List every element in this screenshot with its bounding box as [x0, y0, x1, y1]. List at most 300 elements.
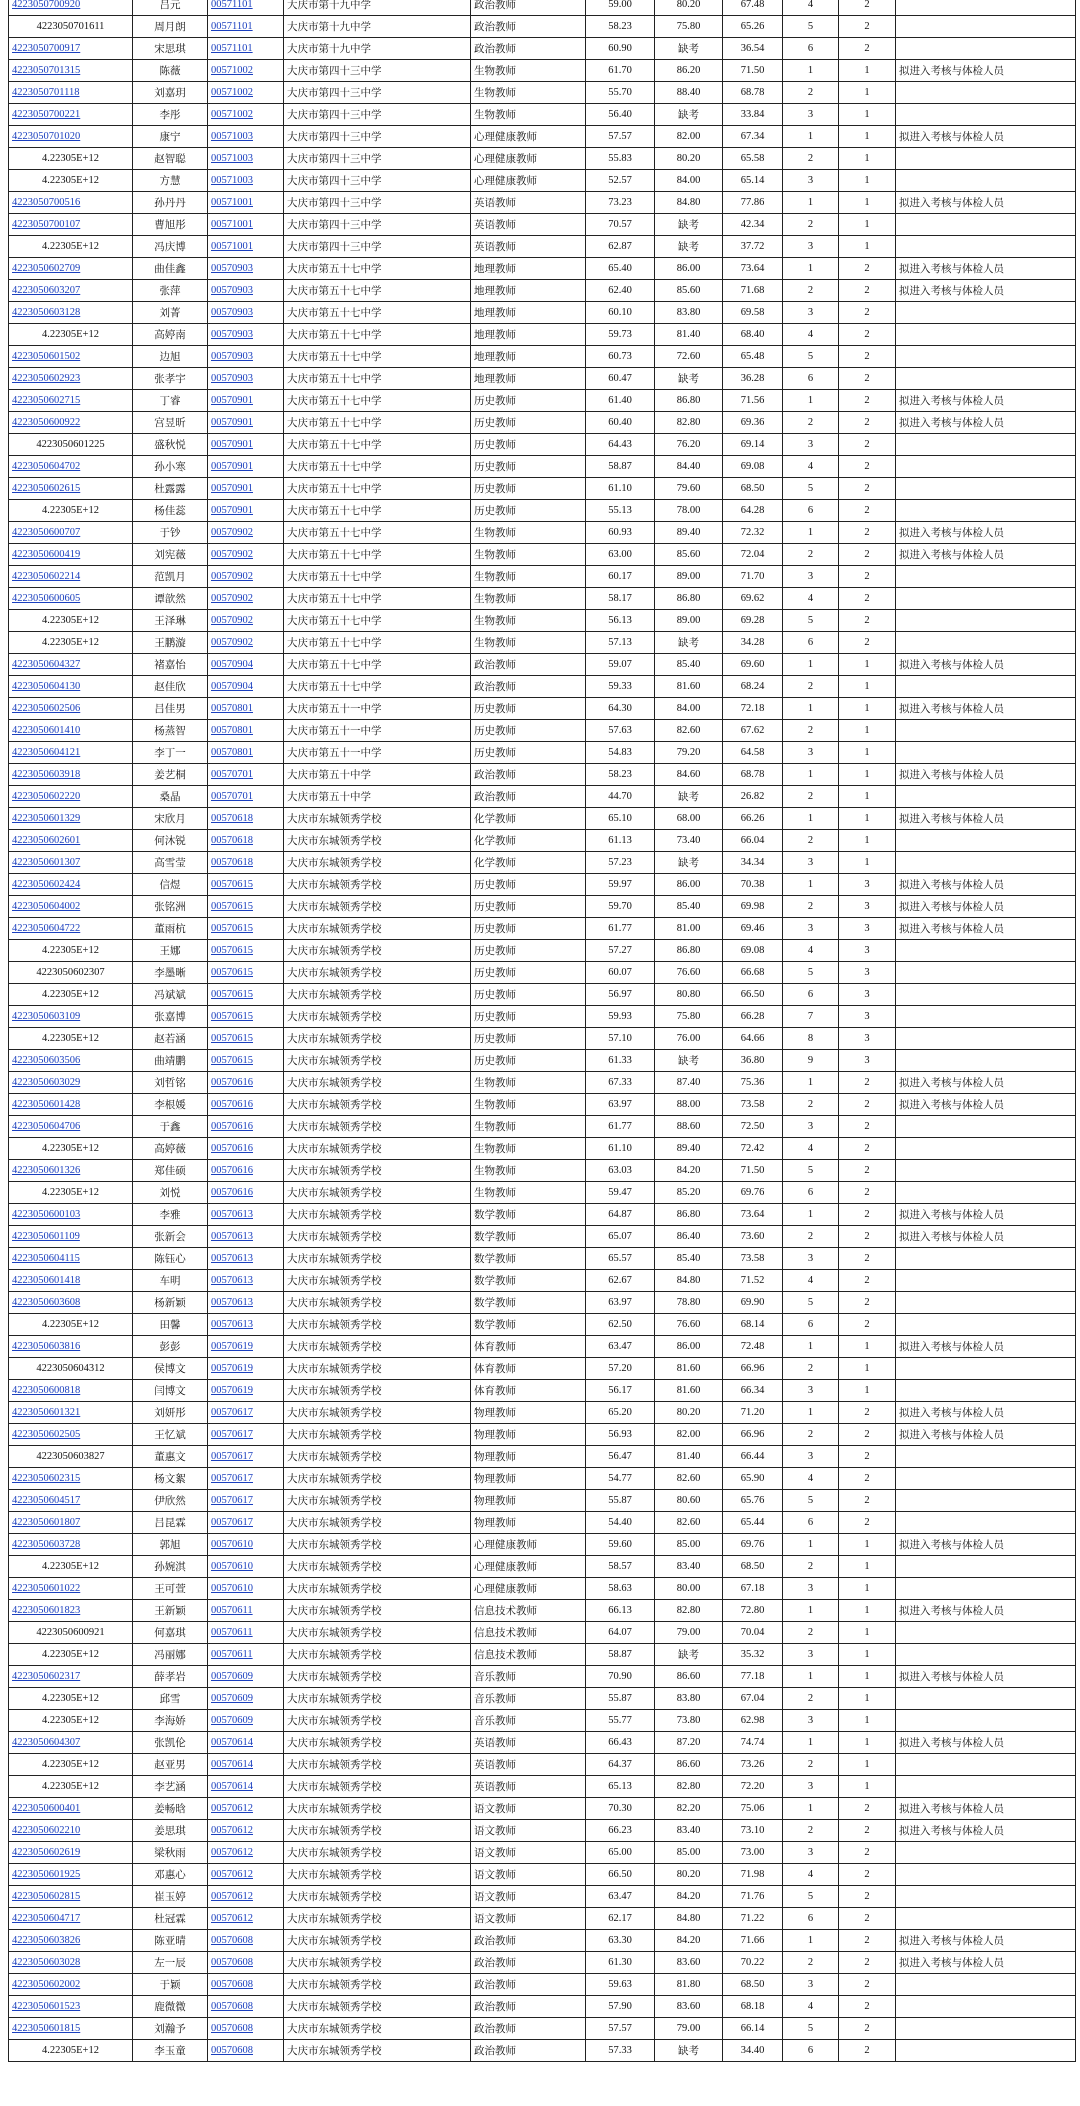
exam-id-cell[interactable] — [9, 2018, 133, 2040]
post-code-cell[interactable] — [208, 544, 284, 566]
post-code-link[interactable]: 00570903 — [211, 351, 253, 362]
exam-id-link[interactable]: 4223050602214 — [12, 571, 81, 582]
exam-id-link[interactable]: 4223050604307 — [12, 1737, 81, 1748]
post-code-cell[interactable] — [208, 566, 284, 588]
exam-id-link[interactable]: 4223050700920 — [12, 0, 81, 10]
exam-id-link[interactable]: 4223050602923 — [12, 373, 81, 384]
post-code-cell[interactable] — [208, 1842, 284, 1864]
exam-id-cell[interactable] — [9, 302, 133, 324]
exam-id-link[interactable]: 4223050602210 — [12, 1825, 81, 1836]
exam-id-cell[interactable] — [9, 126, 133, 148]
exam-id-cell[interactable] — [9, 698, 133, 720]
post-code-cell[interactable] — [208, 236, 284, 258]
exam-id-cell[interactable] — [9, 1666, 133, 1688]
exam-id-link[interactable]: 4223050600401 — [12, 1803, 81, 1814]
exam-id-link[interactable]: 4223050701315 — [12, 65, 81, 76]
post-code-cell[interactable] — [208, 940, 284, 962]
post-code-cell[interactable] — [208, 478, 284, 500]
exam-id-link[interactable]: 4223050601523 — [12, 2001, 81, 2012]
post-code-cell[interactable] — [208, 1512, 284, 1534]
post-code-link[interactable]: 00570616 — [211, 1187, 253, 1198]
exam-id-cell[interactable] — [9, 258, 133, 280]
post-code-link[interactable]: 00570902 — [211, 637, 253, 648]
post-code-cell[interactable] — [208, 1006, 284, 1028]
post-code-cell[interactable] — [208, 1710, 284, 1732]
exam-id-cell[interactable] — [9, 280, 133, 302]
exam-id-link[interactable]: 4223050601321 — [12, 1407, 81, 1418]
post-code-cell[interactable] — [208, 1072, 284, 1094]
post-code-cell[interactable] — [208, 2040, 284, 2062]
post-code-cell[interactable] — [208, 1314, 284, 1336]
post-code-link[interactable]: 00570903 — [211, 329, 253, 340]
post-code-link[interactable]: 00570613 — [211, 1297, 253, 1308]
post-code-cell[interactable] — [208, 1028, 284, 1050]
post-code-cell[interactable] — [208, 522, 284, 544]
post-code-link[interactable]: 00570701 — [211, 769, 253, 780]
post-code-cell[interactable] — [208, 742, 284, 764]
post-code-link[interactable]: 00571101 — [211, 0, 253, 10]
post-code-link[interactable]: 00570615 — [211, 967, 253, 978]
post-code-link[interactable]: 00570617 — [211, 1451, 253, 1462]
post-code-cell[interactable] — [208, 38, 284, 60]
post-code-cell[interactable] — [208, 1380, 284, 1402]
exam-id-link[interactable]: 4223050603826 — [12, 1935, 81, 1946]
post-code-link[interactable]: 00570617 — [211, 1495, 253, 1506]
post-code-cell[interactable] — [208, 1270, 284, 1292]
exam-id-cell[interactable] — [9, 1072, 133, 1094]
post-code-link[interactable]: 00570616 — [211, 1165, 253, 1176]
post-code-link[interactable]: 00570609 — [211, 1693, 253, 1704]
post-code-cell[interactable] — [208, 1424, 284, 1446]
post-code-link[interactable]: 00570618 — [211, 857, 253, 868]
post-code-link[interactable]: 00570903 — [211, 263, 253, 274]
exam-id-link[interactable]: 4223050604002 — [12, 901, 81, 912]
post-code-cell[interactable] — [208, 852, 284, 874]
exam-id-cell[interactable] — [9, 1886, 133, 1908]
post-code-link[interactable]: 00570613 — [211, 1209, 253, 1220]
exam-id-cell[interactable] — [9, 676, 133, 698]
post-code-link[interactable]: 00570616 — [211, 1099, 253, 1110]
post-code-cell[interactable] — [208, 1050, 284, 1072]
post-code-link[interactable]: 00571003 — [211, 131, 253, 142]
post-code-cell[interactable] — [208, 1952, 284, 1974]
post-code-link[interactable]: 00570901 — [211, 395, 253, 406]
exam-id-cell[interactable] — [9, 1424, 133, 1446]
post-code-cell[interactable] — [208, 632, 284, 654]
post-code-link[interactable]: 00570610 — [211, 1583, 253, 1594]
post-code-link[interactable]: 00570608 — [211, 2023, 253, 2034]
post-code-link[interactable]: 00570618 — [211, 835, 253, 846]
exam-id-link[interactable]: 4223050602315 — [12, 1473, 81, 1484]
exam-id-cell[interactable] — [9, 1204, 133, 1226]
exam-id-link[interactable]: 4223050604706 — [12, 1121, 81, 1132]
post-code-cell[interactable] — [208, 1688, 284, 1710]
post-code-cell[interactable] — [208, 1754, 284, 1776]
post-code-link[interactable]: 00570615 — [211, 1055, 253, 1066]
post-code-cell[interactable] — [208, 1556, 284, 1578]
post-code-link[interactable]: 00571101 — [211, 21, 253, 32]
post-code-cell[interactable] — [208, 1908, 284, 1930]
exam-id-cell[interactable] — [9, 214, 133, 236]
exam-id-link[interactable]: 4223050601410 — [12, 725, 81, 736]
post-code-link[interactable]: 00570611 — [211, 1649, 253, 1660]
post-code-cell[interactable] — [208, 1930, 284, 1952]
post-code-cell[interactable] — [208, 984, 284, 1006]
exam-id-link[interactable]: 4223050603028 — [12, 1957, 81, 1968]
post-code-link[interactable]: 00571001 — [211, 219, 253, 230]
post-code-cell[interactable] — [208, 1578, 284, 1600]
exam-id-link[interactable]: 4223050601428 — [12, 1099, 81, 1110]
exam-id-cell[interactable] — [9, 1248, 133, 1270]
post-code-cell[interactable] — [208, 676, 284, 698]
post-code-link[interactable]: 00570904 — [211, 681, 253, 692]
exam-id-cell[interactable] — [9, 1094, 133, 1116]
exam-id-cell[interactable] — [9, 1402, 133, 1424]
post-code-cell[interactable] — [208, 808, 284, 830]
exam-id-cell[interactable] — [9, 1512, 133, 1534]
post-code-link[interactable]: 00570610 — [211, 1539, 253, 1550]
exam-id-link[interactable]: 4223050603506 — [12, 1055, 81, 1066]
post-code-link[interactable]: 00570617 — [211, 1429, 253, 1440]
post-code-link[interactable]: 00570903 — [211, 285, 253, 296]
post-code-cell[interactable] — [208, 896, 284, 918]
exam-id-cell[interactable] — [9, 82, 133, 104]
post-code-link[interactable]: 00570615 — [211, 879, 253, 890]
post-code-cell[interactable] — [208, 1336, 284, 1358]
post-code-cell[interactable] — [208, 764, 284, 786]
post-code-cell[interactable] — [208, 786, 284, 808]
post-code-link[interactable]: 00570615 — [211, 901, 253, 912]
post-code-cell[interactable] — [208, 1622, 284, 1644]
post-code-cell[interactable] — [208, 1776, 284, 1798]
post-code-cell[interactable] — [208, 610, 284, 632]
post-code-cell[interactable] — [208, 1732, 284, 1754]
post-code-link[interactable]: 00570615 — [211, 1033, 253, 1044]
post-code-cell[interactable] — [208, 1490, 284, 1512]
post-code-link[interactable]: 00570901 — [211, 461, 253, 472]
post-code-link[interactable]: 00570608 — [211, 1979, 253, 1990]
exam-id-link[interactable]: 4223050602619 — [12, 1847, 81, 1858]
post-code-link[interactable]: 00571101 — [211, 43, 253, 54]
post-code-cell[interactable] — [208, 82, 284, 104]
post-code-cell[interactable] — [208, 1468, 284, 1490]
post-code-link[interactable]: 00570608 — [211, 1957, 253, 1968]
exam-id-cell[interactable] — [9, 1534, 133, 1556]
exam-id-link[interactable]: 4223050604517 — [12, 1495, 81, 1506]
exam-id-link[interactable]: 4223050600419 — [12, 549, 81, 560]
exam-id-link[interactable]: 4223050600818 — [12, 1385, 81, 1396]
post-code-link[interactable]: 00570613 — [211, 1319, 253, 1330]
post-code-link[interactable]: 00570612 — [211, 1913, 253, 1924]
post-code-link[interactable]: 00570611 — [211, 1627, 253, 1638]
exam-id-cell[interactable] — [9, 1226, 133, 1248]
post-code-cell[interactable] — [208, 434, 284, 456]
post-code-cell[interactable] — [208, 170, 284, 192]
exam-id-link[interactable]: 4223050700516 — [12, 197, 81, 208]
exam-id-link[interactable]: 4223050603728 — [12, 1539, 81, 1550]
exam-id-link[interactable]: 4223050604121 — [12, 747, 81, 758]
post-code-link[interactable]: 00570801 — [211, 703, 253, 714]
post-code-link[interactable]: 00570611 — [211, 1605, 253, 1616]
post-code-link[interactable]: 00570616 — [211, 1143, 253, 1154]
post-code-link[interactable]: 00570901 — [211, 417, 253, 428]
post-code-link[interactable]: 00570617 — [211, 1407, 253, 1418]
exam-id-cell[interactable] — [9, 478, 133, 500]
exam-id-cell[interactable] — [9, 852, 133, 874]
exam-id-link[interactable]: 4223050604115 — [12, 1253, 80, 1264]
post-code-link[interactable]: 00571002 — [211, 87, 253, 98]
post-code-cell[interactable] — [208, 60, 284, 82]
post-code-cell[interactable] — [208, 0, 284, 16]
exam-id-cell[interactable] — [9, 1864, 133, 1886]
exam-id-link[interactable]: 4223050603608 — [12, 1297, 81, 1308]
exam-id-cell[interactable] — [9, 1292, 133, 1314]
post-code-link[interactable]: 00570902 — [211, 615, 253, 626]
post-code-cell[interactable] — [208, 1666, 284, 1688]
post-code-link[interactable]: 00570616 — [211, 1077, 253, 1088]
exam-id-cell[interactable] — [9, 764, 133, 786]
post-code-cell[interactable] — [208, 258, 284, 280]
post-code-cell[interactable] — [208, 302, 284, 324]
post-code-link[interactable]: 00570616 — [211, 1121, 253, 1132]
post-code-link[interactable]: 00570801 — [211, 725, 253, 736]
post-code-cell[interactable] — [208, 126, 284, 148]
post-code-cell[interactable] — [208, 1600, 284, 1622]
post-code-cell[interactable] — [208, 1182, 284, 1204]
exam-id-link[interactable]: 4223050604717 — [12, 1913, 81, 1924]
post-code-link[interactable]: 00570614 — [211, 1759, 253, 1770]
post-code-cell[interactable] — [208, 1138, 284, 1160]
post-code-link[interactable]: 00570904 — [211, 659, 253, 670]
post-code-link[interactable]: 00570617 — [211, 1517, 253, 1528]
post-code-link[interactable]: 00570608 — [211, 2001, 253, 2012]
post-code-cell[interactable] — [208, 1358, 284, 1380]
exam-id-link[interactable]: 4223050602709 — [12, 263, 81, 274]
post-code-link[interactable]: 00571002 — [211, 109, 253, 120]
exam-id-link[interactable]: 4223050600707 — [12, 527, 81, 538]
exam-id-link[interactable]: 4223050601823 — [12, 1605, 81, 1616]
post-code-link[interactable]: 00570901 — [211, 505, 253, 516]
exam-id-link[interactable]: 4223050601326 — [12, 1165, 81, 1176]
exam-id-cell[interactable] — [9, 1380, 133, 1402]
exam-id-cell[interactable] — [9, 1160, 133, 1182]
post-code-link[interactable]: 00570610 — [211, 1561, 253, 1572]
exam-id-link[interactable]: 4223050602505 — [12, 1429, 81, 1440]
exam-id-cell[interactable] — [9, 742, 133, 764]
post-code-cell[interactable] — [208, 918, 284, 940]
post-code-link[interactable]: 00570613 — [211, 1275, 253, 1286]
post-code-link[interactable]: 00570615 — [211, 923, 253, 934]
post-code-link[interactable]: 00570902 — [211, 527, 253, 538]
post-code-link[interactable]: 00570619 — [211, 1341, 253, 1352]
post-code-link[interactable]: 00570615 — [211, 989, 253, 1000]
exam-id-cell[interactable] — [9, 566, 133, 588]
exam-id-cell[interactable] — [9, 544, 133, 566]
exam-id-cell[interactable] — [9, 368, 133, 390]
post-code-cell[interactable] — [208, 148, 284, 170]
exam-id-cell[interactable] — [9, 1336, 133, 1358]
exam-id-link[interactable]: 4223050601502 — [12, 351, 81, 362]
post-code-cell[interactable] — [208, 654, 284, 676]
post-code-link[interactable]: 00570612 — [211, 1803, 253, 1814]
post-code-cell[interactable] — [208, 962, 284, 984]
post-code-cell[interactable] — [208, 456, 284, 478]
post-code-cell[interactable] — [208, 1248, 284, 1270]
post-code-link[interactable]: 00570902 — [211, 593, 253, 604]
post-code-link[interactable]: 00570612 — [211, 1825, 253, 1836]
post-code-cell[interactable] — [208, 588, 284, 610]
exam-id-link[interactable]: 4223050701020 — [12, 131, 81, 142]
post-code-cell[interactable] — [208, 698, 284, 720]
exam-id-link[interactable]: 4223050700917 — [12, 43, 81, 54]
exam-id-link[interactable]: 4223050604327 — [12, 659, 81, 670]
exam-id-cell[interactable] — [9, 104, 133, 126]
post-code-cell[interactable] — [208, 830, 284, 852]
exam-id-link[interactable]: 4223050602424 — [12, 879, 81, 890]
exam-id-link[interactable]: 4223050600922 — [12, 417, 81, 428]
exam-id-cell[interactable] — [9, 1996, 133, 2018]
exam-id-link[interactable]: 4223050700221 — [12, 109, 81, 120]
post-code-cell[interactable] — [208, 192, 284, 214]
exam-id-cell[interactable] — [9, 1116, 133, 1138]
post-code-link[interactable]: 00570612 — [211, 1891, 253, 1902]
post-code-cell[interactable] — [208, 1820, 284, 1842]
post-code-link[interactable]: 00570619 — [211, 1363, 253, 1374]
exam-id-cell[interactable] — [9, 808, 133, 830]
exam-id-cell[interactable] — [9, 1930, 133, 1952]
exam-id-link[interactable]: 4223050601022 — [12, 1583, 81, 1594]
exam-id-cell[interactable] — [9, 1842, 133, 1864]
post-code-cell[interactable] — [208, 368, 284, 390]
post-code-cell[interactable] — [208, 1864, 284, 1886]
exam-id-link[interactable]: 4223050601307 — [12, 857, 81, 868]
exam-id-link[interactable]: 4223050604722 — [12, 923, 81, 934]
post-code-link[interactable]: 00570613 — [211, 1231, 253, 1242]
exam-id-cell[interactable] — [9, 412, 133, 434]
post-code-cell[interactable] — [208, 1094, 284, 1116]
exam-id-link[interactable]: 4223050602220 — [12, 791, 81, 802]
post-code-cell[interactable] — [208, 1644, 284, 1666]
post-code-cell[interactable] — [208, 104, 284, 126]
exam-id-link[interactable]: 4223050700107 — [12, 219, 81, 230]
post-code-link[interactable]: 00571003 — [211, 153, 253, 164]
post-code-link[interactable]: 00570901 — [211, 439, 253, 450]
exam-id-link[interactable]: 4223050600103 — [12, 1209, 81, 1220]
exam-id-cell[interactable] — [9, 720, 133, 742]
exam-id-cell[interactable] — [9, 0, 133, 16]
exam-id-link[interactable]: 4223050602815 — [12, 1891, 81, 1902]
post-code-link[interactable]: 00570801 — [211, 747, 253, 758]
exam-id-link[interactable]: 4223050602317 — [12, 1671, 81, 1682]
post-code-link[interactable]: 00570608 — [211, 2045, 253, 2056]
exam-id-cell[interactable] — [9, 1798, 133, 1820]
exam-id-cell[interactable] — [9, 896, 133, 918]
post-code-cell[interactable] — [208, 412, 284, 434]
exam-id-cell[interactable] — [9, 522, 133, 544]
post-code-cell[interactable] — [208, 1534, 284, 1556]
exam-id-link[interactable]: 4223050701118 — [12, 87, 80, 98]
exam-id-cell[interactable] — [9, 654, 133, 676]
post-code-cell[interactable] — [208, 1226, 284, 1248]
post-code-link[interactable]: 00570609 — [211, 1671, 253, 1682]
post-code-link[interactable]: 00570613 — [211, 1253, 253, 1264]
post-code-link[interactable]: 00570901 — [211, 483, 253, 494]
exam-id-link[interactable]: 4223050601807 — [12, 1517, 81, 1528]
exam-id-cell[interactable] — [9, 830, 133, 852]
exam-id-cell[interactable] — [9, 38, 133, 60]
post-code-link[interactable]: 00570903 — [211, 307, 253, 318]
exam-id-cell[interactable] — [9, 786, 133, 808]
exam-id-cell[interactable] — [9, 1270, 133, 1292]
post-code-link[interactable]: 00570902 — [211, 571, 253, 582]
exam-id-cell[interactable] — [9, 1006, 133, 1028]
exam-id-cell[interactable] — [9, 1578, 133, 1600]
post-code-cell[interactable] — [208, 2018, 284, 2040]
exam-id-link[interactable]: 4223050604130 — [12, 681, 81, 692]
exam-id-cell[interactable] — [9, 1050, 133, 1072]
exam-id-link[interactable]: 4223050601329 — [12, 813, 81, 824]
post-code-link[interactable]: 00570615 — [211, 1011, 253, 1022]
post-code-cell[interactable] — [208, 1996, 284, 2018]
exam-id-cell[interactable] — [9, 588, 133, 610]
post-code-cell[interactable] — [208, 346, 284, 368]
post-code-link[interactable]: 00570902 — [211, 549, 253, 560]
post-code-link[interactable]: 00570614 — [211, 1737, 253, 1748]
post-code-cell[interactable] — [208, 1886, 284, 1908]
post-code-cell[interactable] — [208, 280, 284, 302]
post-code-cell[interactable] — [208, 1446, 284, 1468]
exam-id-cell[interactable] — [9, 1820, 133, 1842]
post-code-link[interactable]: 00570608 — [211, 1935, 253, 1946]
post-code-cell[interactable] — [208, 874, 284, 896]
exam-id-link[interactable]: 4223050602715 — [12, 395, 81, 406]
exam-id-link[interactable]: 4223050603816 — [12, 1341, 81, 1352]
post-code-cell[interactable] — [208, 1974, 284, 1996]
post-code-link[interactable]: 00570618 — [211, 813, 253, 824]
post-code-link[interactable]: 00570614 — [211, 1781, 253, 1792]
exam-id-cell[interactable] — [9, 60, 133, 82]
exam-id-link[interactable]: 4223050601109 — [12, 1231, 80, 1242]
post-code-cell[interactable] — [208, 1160, 284, 1182]
post-code-cell[interactable] — [208, 1292, 284, 1314]
post-code-cell[interactable] — [208, 16, 284, 38]
post-code-cell[interactable] — [208, 214, 284, 236]
post-code-link[interactable]: 00570619 — [211, 1385, 253, 1396]
post-code-link[interactable]: 00570612 — [211, 1847, 253, 1858]
post-code-link[interactable]: 00570609 — [211, 1715, 253, 1726]
exam-id-cell[interactable] — [9, 1468, 133, 1490]
post-code-link[interactable]: 00571002 — [211, 65, 253, 76]
exam-id-link[interactable]: 4223050600605 — [12, 593, 81, 604]
exam-id-link[interactable]: 4223050602601 — [12, 835, 81, 846]
exam-id-cell[interactable] — [9, 390, 133, 412]
post-code-cell[interactable] — [208, 1204, 284, 1226]
exam-id-link[interactable]: 4223050602615 — [12, 483, 81, 494]
post-code-link[interactable]: 00570615 — [211, 945, 253, 956]
post-code-cell[interactable] — [208, 1116, 284, 1138]
exam-id-cell[interactable] — [9, 874, 133, 896]
exam-id-link[interactable]: 4223050603918 — [12, 769, 81, 780]
exam-id-link[interactable]: 4223050601418 — [12, 1275, 81, 1286]
post-code-cell[interactable] — [208, 1402, 284, 1424]
post-code-link[interactable]: 00570612 — [211, 1869, 253, 1880]
post-code-cell[interactable] — [208, 720, 284, 742]
exam-id-cell[interactable] — [9, 1974, 133, 1996]
post-code-link[interactable]: 00571003 — [211, 175, 253, 186]
post-code-link[interactable]: 00570701 — [211, 791, 253, 802]
post-code-cell[interactable] — [208, 390, 284, 412]
exam-id-link[interactable]: 4223050603207 — [12, 285, 81, 296]
